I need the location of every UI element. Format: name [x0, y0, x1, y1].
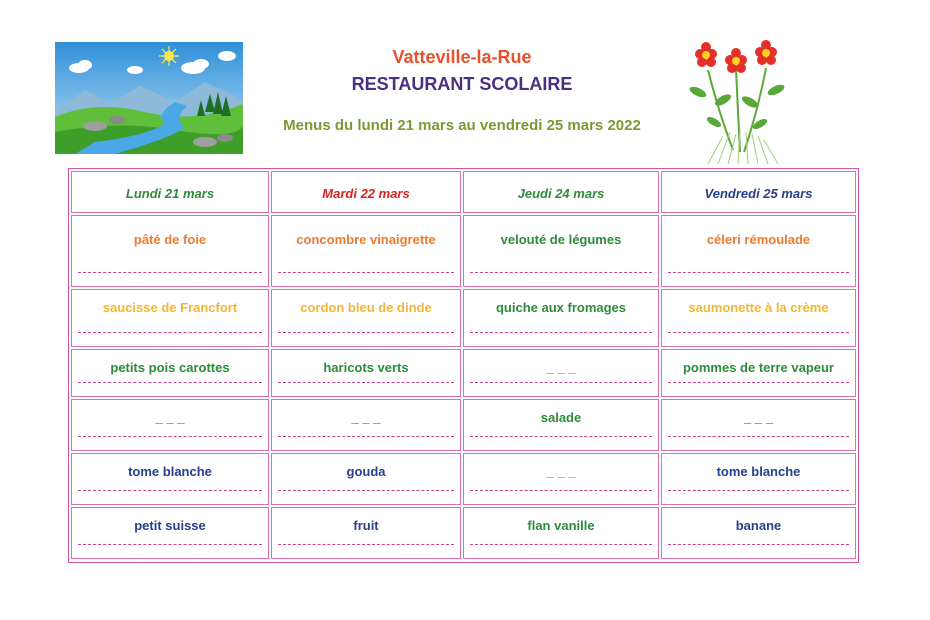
dashed-divider: [470, 436, 652, 437]
dish-label: velouté de légumes: [500, 232, 622, 247]
dashed-divider: [470, 382, 652, 383]
dashed-divider: [668, 332, 849, 333]
dashed-divider: [78, 382, 262, 383]
dashed-divider: [668, 490, 849, 491]
dish-label: cordon bleu de dinde: [300, 300, 432, 315]
menu-cell: [661, 289, 856, 347]
dashed-divider: [668, 544, 849, 545]
menu-period: Menus du lundi 21 mars au vendredi 25 mars 2022: [283, 117, 641, 134]
day-label: Jeudi 24 mars: [517, 186, 605, 201]
menu-cell: [661, 453, 856, 505]
day-header: [463, 171, 659, 213]
dish-label: salade: [540, 410, 582, 425]
dashed-divider: [278, 272, 454, 273]
dish-label: gouda: [346, 464, 386, 479]
dashed-divider: [78, 272, 262, 273]
dashed-divider: [78, 544, 262, 545]
dashed-divider: [278, 382, 454, 383]
page-title: RESTAURANT SCOLAIRE: [351, 74, 573, 94]
dish-label: tome blanche: [128, 464, 212, 479]
day-label: Mardi 22 mars: [322, 186, 410, 201]
dashed-divider: [278, 544, 454, 545]
menu-cell: [463, 507, 659, 559]
menu-cell: [71, 349, 269, 397]
dashed-divider: [78, 436, 262, 437]
dish-label: tome blanche: [716, 464, 801, 479]
day-header: [271, 171, 461, 213]
menu-cell: [463, 453, 659, 505]
dashed-divider: [278, 436, 454, 437]
dish-label: céleri rémoulade: [706, 232, 811, 247]
menu-cell: [271, 215, 461, 287]
dish-label: flan vanille: [527, 518, 595, 533]
dish-label: saucisse de Francfort: [102, 300, 238, 315]
menu-cell: [463, 289, 659, 347]
dish-label: _ _ _: [546, 360, 576, 375]
town-name: Vatteville-la-Rue: [392, 47, 532, 67]
dashed-divider: [470, 490, 652, 491]
menu-cell: [271, 453, 461, 505]
menu-cell: [661, 399, 856, 451]
dashed-divider: [470, 544, 652, 545]
dish-label: fruit: [353, 518, 379, 533]
menu-cell: [661, 507, 856, 559]
day-header: [661, 171, 856, 213]
dish-label: saumonette à la crème: [688, 300, 829, 315]
dish-label: pommes de terre vapeur: [682, 360, 834, 375]
menu-cell: [71, 215, 269, 287]
menu-cell: [71, 289, 269, 347]
dashed-divider: [668, 272, 849, 273]
dish-label: _ _ _: [546, 464, 576, 479]
dish-label: petits pois carottes: [110, 360, 230, 375]
dish-label: banane: [735, 518, 782, 533]
dashed-divider: [668, 382, 849, 383]
dish-label: _ _ _: [744, 410, 773, 425]
dish-label: haricots verts: [323, 360, 409, 375]
dashed-divider: [78, 490, 262, 491]
day-label: Lundi 21 mars: [125, 186, 215, 201]
menu-cell: [661, 349, 856, 397]
dish-label: petit suisse: [134, 518, 206, 533]
dashed-divider: [668, 436, 849, 437]
menu-cell: [463, 399, 659, 451]
dish-label: _ _ _: [351, 410, 381, 425]
menu-cell: [271, 289, 461, 347]
menu-cell: [661, 215, 856, 287]
menu-table: [68, 168, 859, 563]
dish-label: pâté de foie: [133, 232, 207, 247]
dish-label: concombre vinaigrette: [296, 232, 436, 247]
menu-cell: [463, 215, 659, 287]
menu-cell: [71, 453, 269, 505]
dashed-divider: [78, 332, 262, 333]
day-header: [71, 171, 269, 213]
dashed-divider: [278, 332, 454, 333]
menu-cell: [271, 507, 461, 559]
dish-label: _ _ _: [155, 410, 185, 425]
menu-cell: [463, 349, 659, 397]
menu-cell: [271, 399, 461, 451]
dashed-divider: [470, 332, 652, 333]
dish-label: quiche aux fromages: [495, 300, 627, 315]
day-label: Vendredi 25 mars: [704, 186, 813, 201]
dashed-divider: [278, 490, 454, 491]
dashed-divider: [470, 272, 652, 273]
menu-cell: [71, 399, 269, 451]
menu-cell: [71, 507, 269, 559]
menu-cell: [271, 349, 461, 397]
